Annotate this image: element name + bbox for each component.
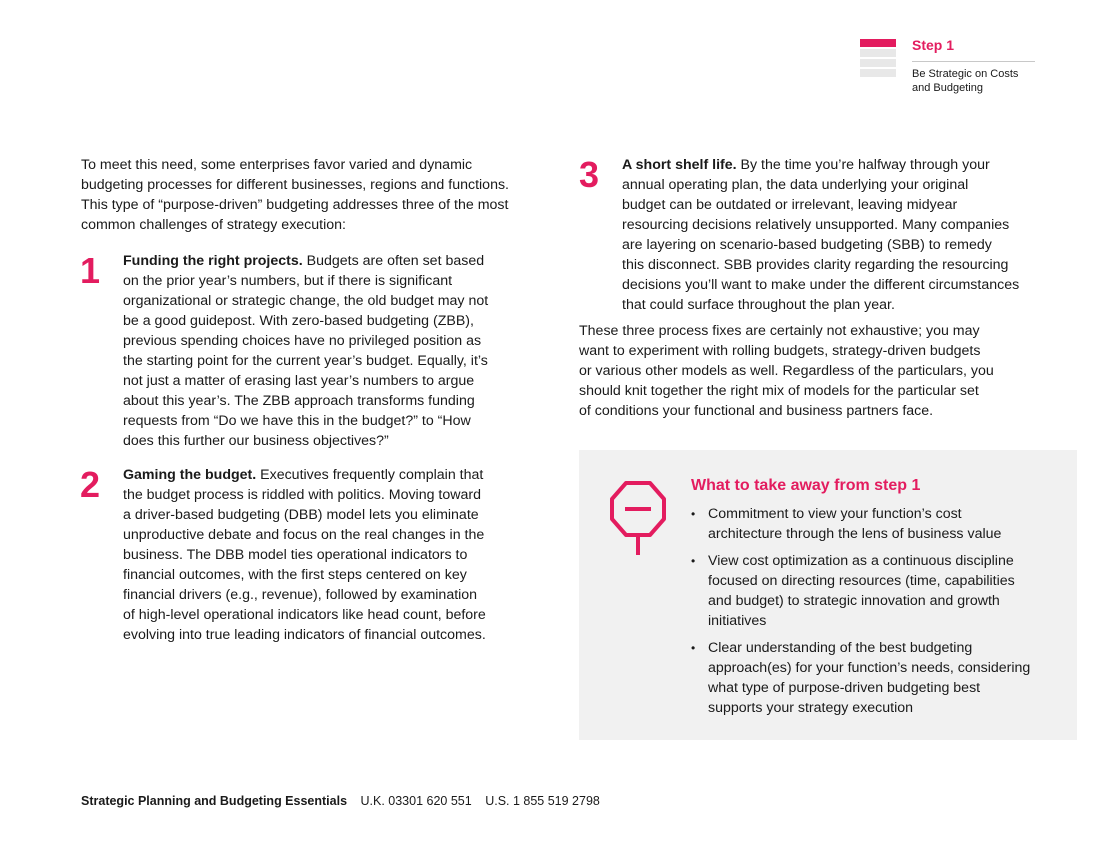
item-text: Funding the right projects. Budgets are often set based on the prior year’s numbers, but if there is significant organizational or strategic change, the old budget may not be a good guidepost. With zero-based budgeting (ZBB), previous spending choices have no privileged position as the starting point for the current year’s budget. Equally, it’s not just a matter of erasing last year’s numbers to argue about this year’s. The ZBB approach transforms funding requests from “Do we have this in the budget?” to “How does this further our business objectives?” (123, 253, 489, 449)
footer-phone-us: U.S. 1 855 519 2798 (485, 794, 600, 808)
footer-title: Strategic Planning and Budgeting Essentials (81, 794, 348, 808)
item-heading: Funding the right projects. (123, 253, 303, 269)
item-number: 2 (80, 464, 101, 505)
header-divider (912, 61, 1035, 62)
item-text: A short shelf life. By the time you’re halfway through your annual operating plan, the data underlying your original budget can be outdated or irrelevant, leaving midyear resourcing decisions relatively unsupported. Many companies are layering on scenario-based budgeting (SBB) to remedy this disconnect. SBB provides clarity regarding the resourcing decisions you’ll want to make under the different circumstances that could surface throughout the plan year. (622, 157, 1020, 313)
takeaway-bullet: • Clear understanding of the best budgeting approach(es) for your function’s needs, considering what type of purpose-driven budgeting best supports your strategy execution (691, 638, 1059, 718)
item-number: 1 (80, 250, 101, 291)
step-title: Step 1 (912, 37, 955, 53)
step-subtitle: Be Strategic on Costs and Budgeting (912, 68, 1019, 94)
intro-paragraph: To meet this need, some enterprises favor varied and dynamic budgeting processes for different businesses, regions and functions. This type of “purpose-driven” budgeting addresses three of the most common challenges of strategy execution: (81, 157, 509, 233)
item-heading: Gaming the budget. (123, 467, 257, 483)
takeaway-box (579, 450, 1077, 740)
closing-paragraph: These three process fixes are certainly not exhaustive; you may want to experiment with rolling budgets, strategy-driven budgets or various other models as well. Regardless of the particulars, you should knit together the right mix of models for the particular set of conditions your functional and business partners face. (579, 323, 994, 419)
takeaway-bullet: • Commitment to view your function’s cost architecture through the lens of business value (691, 504, 1059, 544)
item-text: Gaming the budget. Executives frequently complain that the budget process is riddled with politics. Moving toward a driver-based budgeting (DBB) model lets you eliminate unproductive debate and focus on the real changes in the business. The DBB model ties operational indicators to financial outcomes, with the first steps centered on key financial drivers (e.g., revenue), followed by examination of high-level operational indicators like head count, before evolving into true leading indicators of financial outcomes. (123, 467, 486, 643)
signpost-icon (607, 480, 669, 556)
takeaway-bullet: • View cost optimization as a continuous discipline focused on directing resources (time, capabilities and budget) to strategic innovation and growth initiatives (691, 551, 1059, 631)
footer (81, 794, 600, 808)
item-heading: A short shelf life. (622, 157, 737, 173)
item-number: 3 (579, 154, 600, 195)
takeaway-title: What to take away from step 1 (691, 477, 921, 494)
footer-phone-uk: U.K. 03301 620 551 (360, 794, 472, 808)
step-ladder-icon (860, 39, 896, 79)
takeaway-list (691, 504, 1059, 725)
